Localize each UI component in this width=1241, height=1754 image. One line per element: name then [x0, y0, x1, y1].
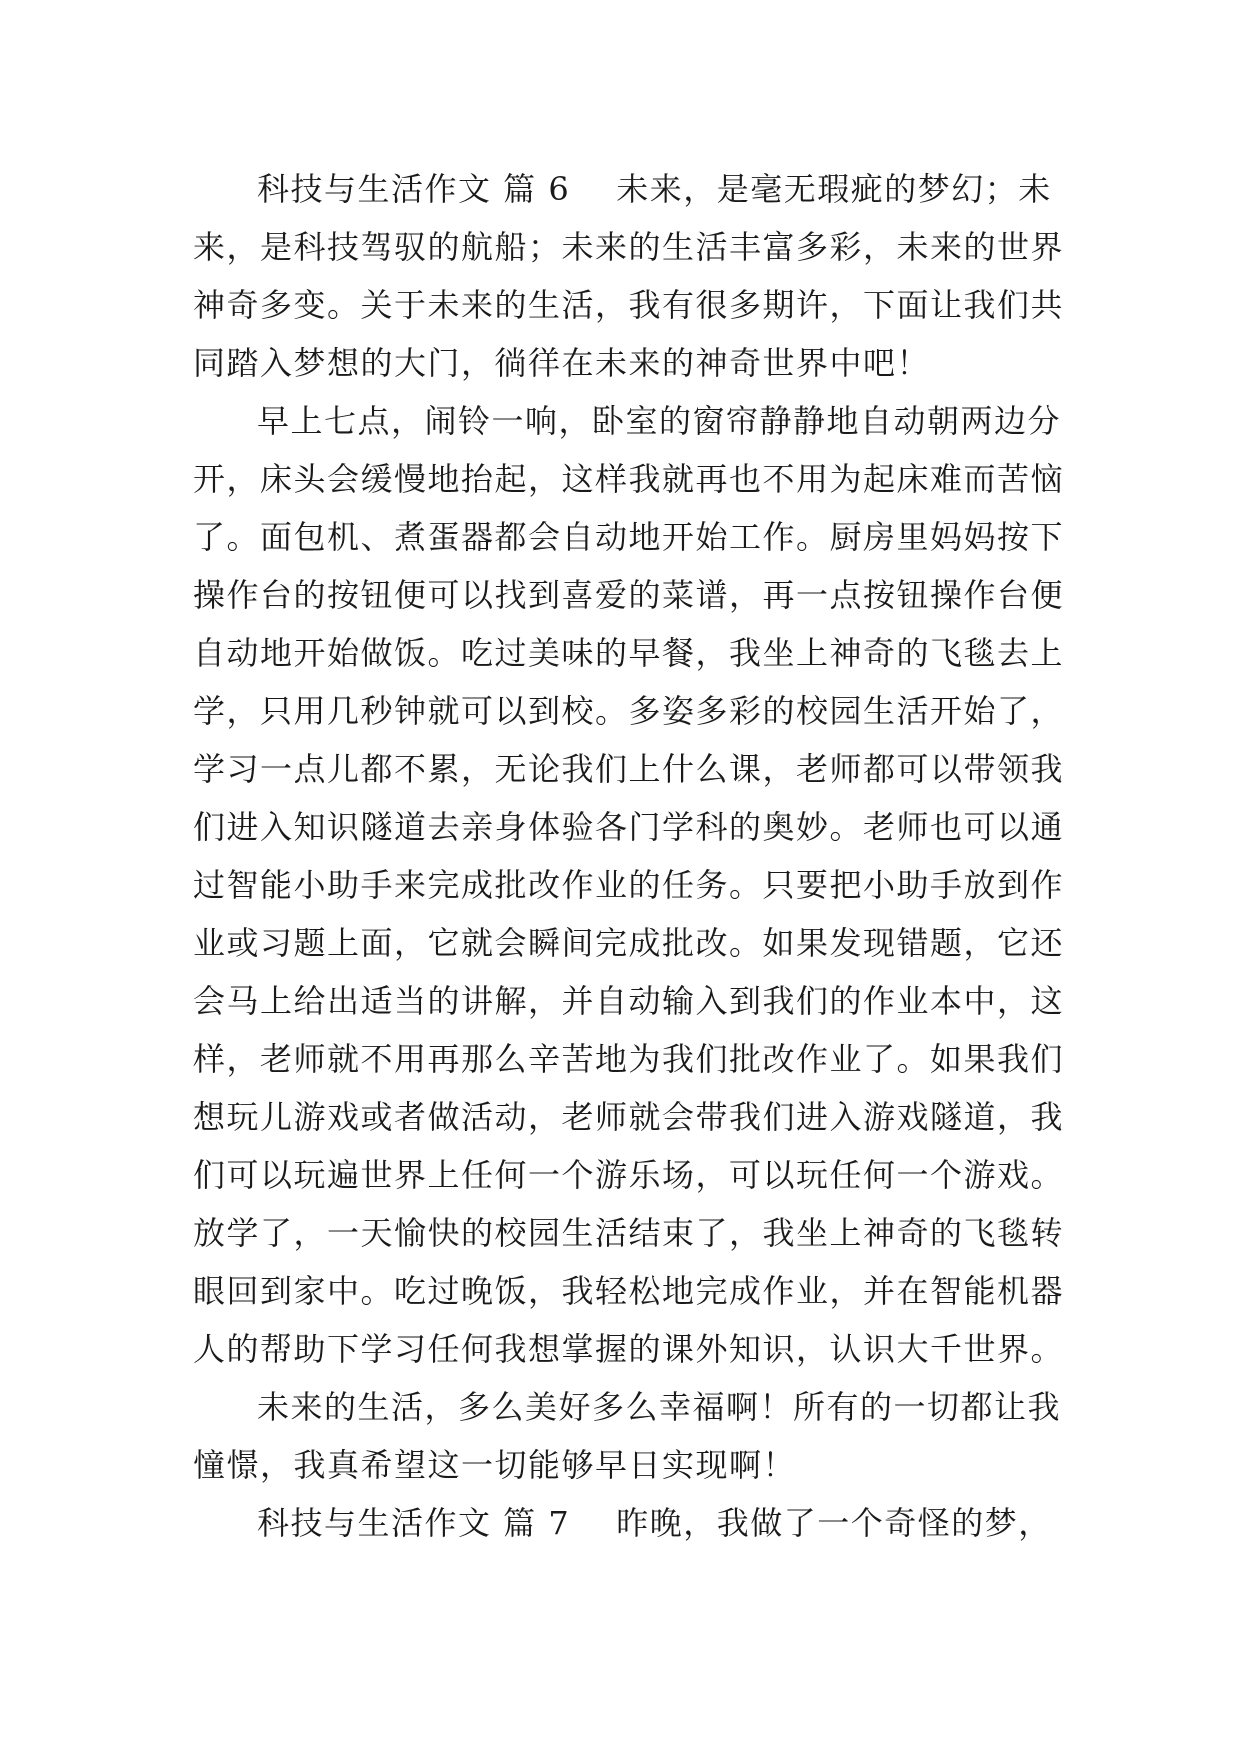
- paragraph-2-line: 自动地开始做饭。吃过美味的早餐，我坐上神奇的飞毯去上: [193, 634, 1065, 672]
- section-7-heading: 科技与生活作文 篇 7: [257, 1504, 571, 1542]
- paragraph-2-line: 了。面包机、煮蛋器都会自动地开始工作。厨房里妈妈按下: [193, 518, 1065, 556]
- paragraph-3-line: 憧憬，我真希望这一切能够早日实现啊！: [193, 1446, 797, 1484]
- paragraph-2-line: 会马上给出适当的讲解，并自动输入到我们的作业本中，这: [193, 982, 1065, 1020]
- paragraph-2-line: 学，只用几秒钟就可以到校。多姿多彩的校园生活开始了，: [193, 692, 1065, 730]
- paragraph-2-line: 过智能小助手来完成批改作业的任务。只要把小助手放到作: [193, 866, 1065, 904]
- document-body: [193, 160, 1063, 1552]
- section-6-line: 来，是科技驾驭的航船；未来的生活丰富多彩，未来的世界: [193, 228, 1065, 266]
- paragraph-2-line: 早上七点，闹铃一响，卧室的窗帘静静地自动朝两边分: [257, 402, 1062, 440]
- section-7-first-line: [193, 1494, 1063, 1552]
- paragraph-2-line: 人的帮助下学习任何我想掌握的课外知识，认识大千世界。: [193, 1330, 1065, 1368]
- paragraph-2-line: 们可以玩遍世界上任何一个游乐场，可以玩任何一个游戏。: [193, 1156, 1065, 1194]
- section-6-first-line: [193, 160, 1063, 218]
- section-6-line: 未来，是毫无瑕疵的梦幻；未: [616, 170, 1052, 208]
- paragraph-2-line: 眼回到家中。吃过晚饭，我轻松地完成作业，并在智能机器: [193, 1272, 1065, 1310]
- paragraph-2-line: 样，老师就不用再那么辛苦地为我们批改作业了。如果我们: [193, 1040, 1065, 1078]
- paragraph-3-line: 未来的生活，多么美好多么幸福啊！所有的一切都让我: [257, 1388, 1062, 1426]
- section-6-line: 神奇多变。关于未来的生活，我有很多期许，下面让我们共: [193, 286, 1065, 324]
- paragraph-2-line: 操作台的按钮便可以找到喜爱的菜谱，再一点按钮操作台便: [193, 576, 1065, 614]
- section-6-line: 同踏入梦想的大门，徜徉在未来的神奇世界中吧！: [193, 344, 931, 382]
- paragraph-2-line: 学习一点儿都不累，无论我们上什么课，老师都可以带领我: [193, 750, 1065, 788]
- section-6-heading: 科技与生活作文 篇 6: [257, 170, 571, 208]
- section-7-line: 昨晚，我做了一个奇怪的梦，: [616, 1504, 1052, 1542]
- paragraph-2-line: 业或习题上面，它就会瞬间完成批改。如果发现错题，它还: [193, 924, 1065, 962]
- paragraph-2-line: 想玩儿游戏或者做活动，老师就会带我们进入游戏隧道，我: [193, 1098, 1065, 1136]
- paragraph-2-line: 放学了，一天愉快的校园生活结束了，我坐上神奇的飞毯转: [193, 1214, 1065, 1252]
- paragraph-2-line: 开，床头会缓慢地抬起，这样我就再也不用为起床难而苦恼: [193, 460, 1065, 498]
- paragraph-2-line: 们进入知识隧道去亲身体验各门学科的奥妙。老师也可以通: [193, 808, 1065, 846]
